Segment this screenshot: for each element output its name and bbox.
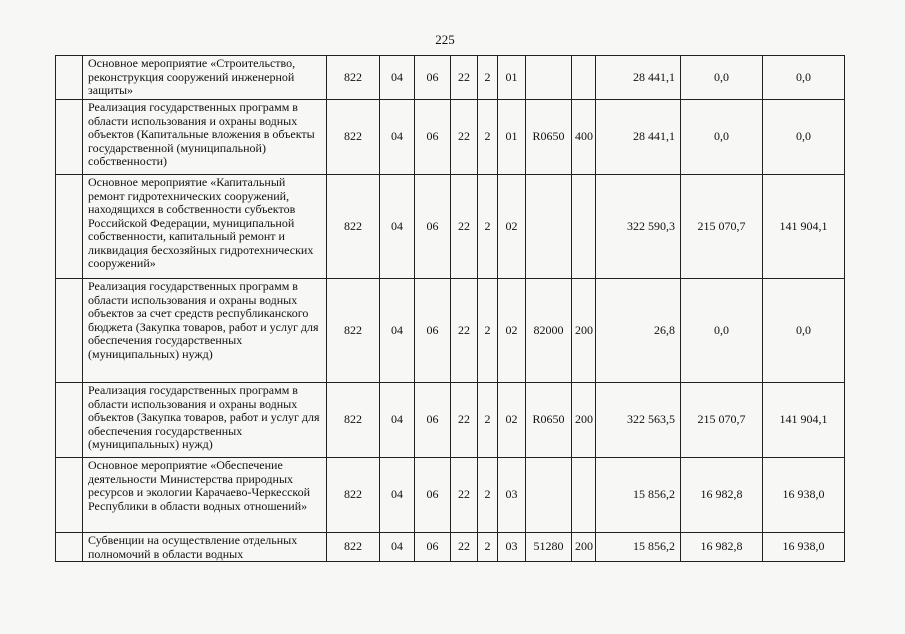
subprogram-code-cell: 2 [478, 458, 498, 533]
subprogram-code-cell: 2 [478, 383, 498, 458]
item-name-cell: Основное мероприятие «Строительство, реконструкция сооружений инженерной защиты» [83, 56, 327, 100]
subsection-code-cell: 06 [415, 533, 451, 562]
subsection-code-cell: 06 [415, 383, 451, 458]
department-code-cell: 822 [327, 279, 380, 383]
item-name-cell: Реализация государственных программ в области использования и охраны водных объектов за счет средств республиканского бюджета (Закупка товаров, работ и услуг для обеспечения государственных (муниципальных) нужд) [83, 279, 327, 383]
direction-code-cell: 82000 [526, 279, 572, 383]
amount-year2-cell: 0,0 [681, 56, 763, 100]
row-index-cell [56, 100, 83, 175]
subprogram-code-cell: 2 [478, 533, 498, 562]
direction-code-cell: R0650 [526, 383, 572, 458]
row-index-cell [56, 175, 83, 279]
row-index-cell [56, 533, 83, 562]
section-code-cell: 04 [380, 100, 415, 175]
item-name-cell: Субвенции на осуществление отдельных полномочий в области водных [83, 533, 327, 562]
expense-type-cell [572, 175, 596, 279]
direction-code-cell [526, 458, 572, 533]
table-row [56, 175, 845, 279]
department-code-cell: 822 [327, 175, 380, 279]
budget-table [55, 55, 845, 562]
amount-year2-cell: 0,0 [681, 100, 763, 175]
subsection-code-cell: 06 [415, 175, 451, 279]
amount-year1-cell: 322 590,3 [596, 175, 681, 279]
direction-code-cell [526, 56, 572, 100]
table-row [56, 56, 845, 100]
department-code-cell: 822 [327, 458, 380, 533]
amount-year2-cell: 0,0 [681, 279, 763, 383]
department-code-cell: 822 [327, 56, 380, 100]
amount-year1-cell: 28 441,1 [596, 100, 681, 175]
subsection-code-cell: 06 [415, 56, 451, 100]
amount-year3-cell: 141 904,1 [763, 383, 845, 458]
expense-type-cell [572, 56, 596, 100]
program-code-cell: 22 [451, 279, 478, 383]
direction-code-cell [526, 175, 572, 279]
program-code-cell: 22 [451, 383, 478, 458]
amount-year1-cell: 322 563,5 [596, 383, 681, 458]
program-code-cell: 22 [451, 100, 478, 175]
expense-type-cell: 400 [572, 100, 596, 175]
table-row [56, 100, 845, 175]
direction-code-cell: 51280 [526, 533, 572, 562]
amount-year3-cell: 0,0 [763, 100, 845, 175]
department-code-cell: 822 [327, 383, 380, 458]
activity-code-cell: 03 [498, 533, 526, 562]
table-row [56, 383, 845, 458]
amount-year2-cell: 215 070,7 [681, 383, 763, 458]
amount-year2-cell: 16 982,8 [681, 458, 763, 533]
section-code-cell: 04 [380, 383, 415, 458]
item-name-cell: Реализация государственных программ в области использования и охраны водных объектов (Закупка товаров, работ и услуг для обеспечения государственных (муниципальных) нужд) [83, 383, 327, 458]
section-code-cell: 04 [380, 279, 415, 383]
activity-code-cell: 01 [498, 56, 526, 100]
item-name-cell: Основное мероприятие «Обеспечение деятельности Министерства природных ресурсов и экологии Карачаево-Черкесской Республики в области водных отношений» [83, 458, 327, 533]
page-number: 225 [435, 32, 455, 47]
program-code-cell: 22 [451, 458, 478, 533]
row-index-cell [56, 56, 83, 100]
expense-type-cell [572, 458, 596, 533]
activity-code-cell: 03 [498, 458, 526, 533]
subsection-code-cell: 06 [415, 279, 451, 383]
expense-type-cell: 200 [572, 533, 596, 562]
subsection-code-cell: 06 [415, 100, 451, 175]
table-row [56, 533, 845, 562]
activity-code-cell: 02 [498, 383, 526, 458]
section-code-cell: 04 [380, 56, 415, 100]
direction-code-cell: R0650 [526, 100, 572, 175]
program-code-cell: 22 [451, 533, 478, 562]
table-row [56, 279, 845, 383]
amount-year3-cell: 16 938,0 [763, 458, 845, 533]
department-code-cell: 822 [327, 533, 380, 562]
department-code-cell: 822 [327, 100, 380, 175]
amount-year1-cell: 15 856,2 [596, 533, 681, 562]
amount-year1-cell: 26,8 [596, 279, 681, 383]
amount-year3-cell: 0,0 [763, 56, 845, 100]
table-row [56, 458, 845, 533]
activity-code-cell: 02 [498, 279, 526, 383]
subprogram-code-cell: 2 [478, 100, 498, 175]
row-index-cell [56, 279, 83, 383]
section-code-cell: 04 [380, 533, 415, 562]
amount-year1-cell: 15 856,2 [596, 458, 681, 533]
subprogram-code-cell: 2 [478, 56, 498, 100]
amount-year3-cell: 141 904,1 [763, 175, 845, 279]
amount-year3-cell: 0,0 [763, 279, 845, 383]
subprogram-code-cell: 2 [478, 175, 498, 279]
expense-type-cell: 200 [572, 383, 596, 458]
section-code-cell: 04 [380, 458, 415, 533]
row-index-cell [56, 383, 83, 458]
item-name-cell: Реализация государственных программ в области использования и охраны водных объектов (Капитальные вложения в объекты государственной (муниципальной) собственности) [83, 100, 327, 175]
subsection-code-cell: 06 [415, 458, 451, 533]
amount-year3-cell: 16 938,0 [763, 533, 845, 562]
amount-year2-cell: 215 070,7 [681, 175, 763, 279]
subprogram-code-cell: 2 [478, 279, 498, 383]
expense-type-cell: 200 [572, 279, 596, 383]
row-index-cell [56, 458, 83, 533]
activity-code-cell: 01 [498, 100, 526, 175]
activity-code-cell: 02 [498, 175, 526, 279]
amount-year2-cell: 16 982,8 [681, 533, 763, 562]
amount-year1-cell: 28 441,1 [596, 56, 681, 100]
item-name-cell: Основное мероприятие «Капитальный ремонт гидротехнических сооружений, находящихся в собственности субъектов Российской Федерации, муниципальной собственности, капитальный ремонт и ликвидация бесхозяйных гидротехнических сооружений» [83, 175, 327, 279]
program-code-cell: 22 [451, 56, 478, 100]
program-code-cell: 22 [451, 175, 478, 279]
section-code-cell: 04 [380, 175, 415, 279]
